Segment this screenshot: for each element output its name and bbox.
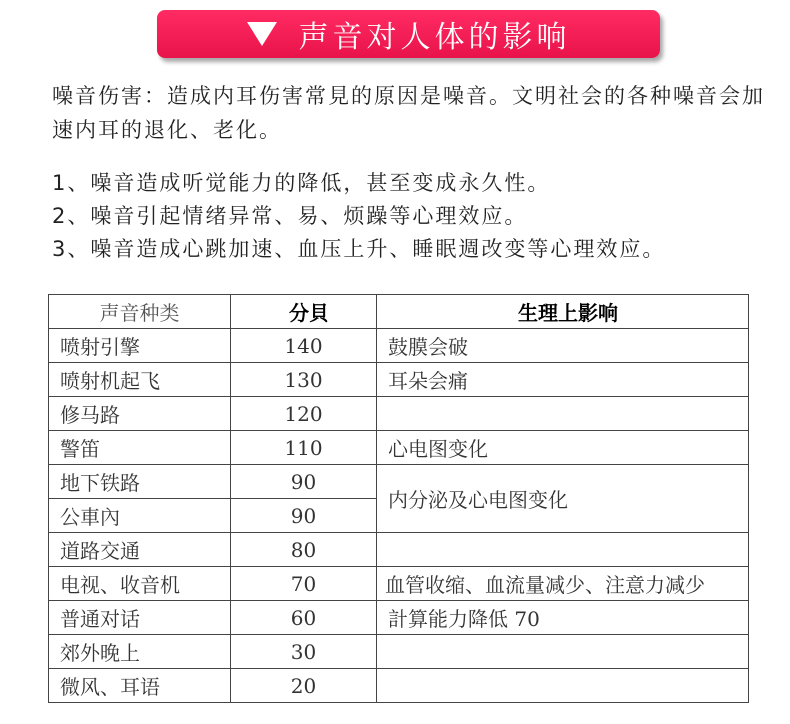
cell-effect: 心电图变化 — [377, 431, 749, 465]
cell-db: 120 — [231, 397, 377, 431]
table-row — [49, 329, 749, 363]
table-row — [49, 567, 749, 601]
cell-type: 地下铁路 — [49, 465, 231, 499]
cell-type: 喷射引擎 — [49, 329, 231, 363]
cell-db: 140 — [231, 329, 377, 363]
cell-db: 20 — [231, 669, 377, 703]
effects-list — [52, 167, 772, 266]
cell-type: 警笛 — [49, 431, 231, 465]
table-row — [49, 533, 749, 567]
effect-item: 3、噪音造成心跳加速、血压上升、睡眠週改变等心理效应。 — [52, 237, 666, 261]
cell-db: 90 — [231, 465, 377, 499]
cell-effect — [377, 669, 749, 703]
table-header-row — [49, 295, 749, 329]
header-decibel: 分貝 — [231, 295, 377, 329]
cell-effect: 鼓膜会破 — [377, 329, 749, 363]
effect-item: 2、噪音引起情绪异常、易、烦躁等心理效应。 — [52, 204, 528, 228]
cell-type: 道路交通 — [49, 533, 231, 567]
triangle-down-icon — [247, 22, 277, 46]
cell-effect — [377, 635, 749, 669]
cell-db: 70 — [231, 567, 377, 601]
section-banner — [157, 10, 660, 58]
table-row — [49, 635, 749, 669]
cell-type: 修马路 — [49, 397, 231, 431]
noise-table — [48, 294, 749, 703]
table-row — [49, 397, 749, 431]
cell-type: 喷射机起飞 — [49, 363, 231, 397]
cell-type: 郊外晚上 — [49, 635, 231, 669]
cell-effect — [377, 533, 749, 567]
table-row — [49, 601, 749, 635]
effect-item: 1、噪音造成听觉能力的降低，甚至变成永久性。 — [52, 171, 551, 195]
cell-db: 110 — [231, 431, 377, 465]
cell-effect: 耳朵会痛 — [377, 363, 749, 397]
cell-db: 80 — [231, 533, 377, 567]
cell-type: 微风、耳语 — [49, 669, 231, 703]
table-row — [49, 465, 749, 499]
table-row — [49, 431, 749, 465]
cell-type: 公車內 — [49, 499, 231, 533]
banner-title: 声音对人体的影响 — [298, 20, 571, 55]
cell-db: 30 — [231, 635, 377, 669]
cell-effect — [377, 397, 749, 431]
cell-db: 60 — [231, 601, 377, 635]
cell-db: 130 — [231, 363, 377, 397]
table-row — [49, 669, 749, 703]
cell-type: 普通对话 — [49, 601, 231, 635]
intro-paragraph: 噪音伤害：造成内耳伤害常見的原因是噪音。文明社会的各种噪音会加速内耳的退化、老化。 — [52, 84, 765, 142]
header-sound-type: 声音种类 — [49, 295, 231, 329]
table-row — [49, 363, 749, 397]
cell-db: 90 — [231, 499, 377, 533]
cell-effect: 内分泌及心电图变化 — [377, 465, 749, 533]
cell-type: 电视、收音机 — [49, 567, 231, 601]
header-effect: 生理上影响 — [377, 295, 749, 329]
cell-effect: 計算能力降低 70 — [377, 601, 749, 635]
cell-effect: 血管收缩、血流量减少、注意力减少 — [377, 567, 749, 601]
